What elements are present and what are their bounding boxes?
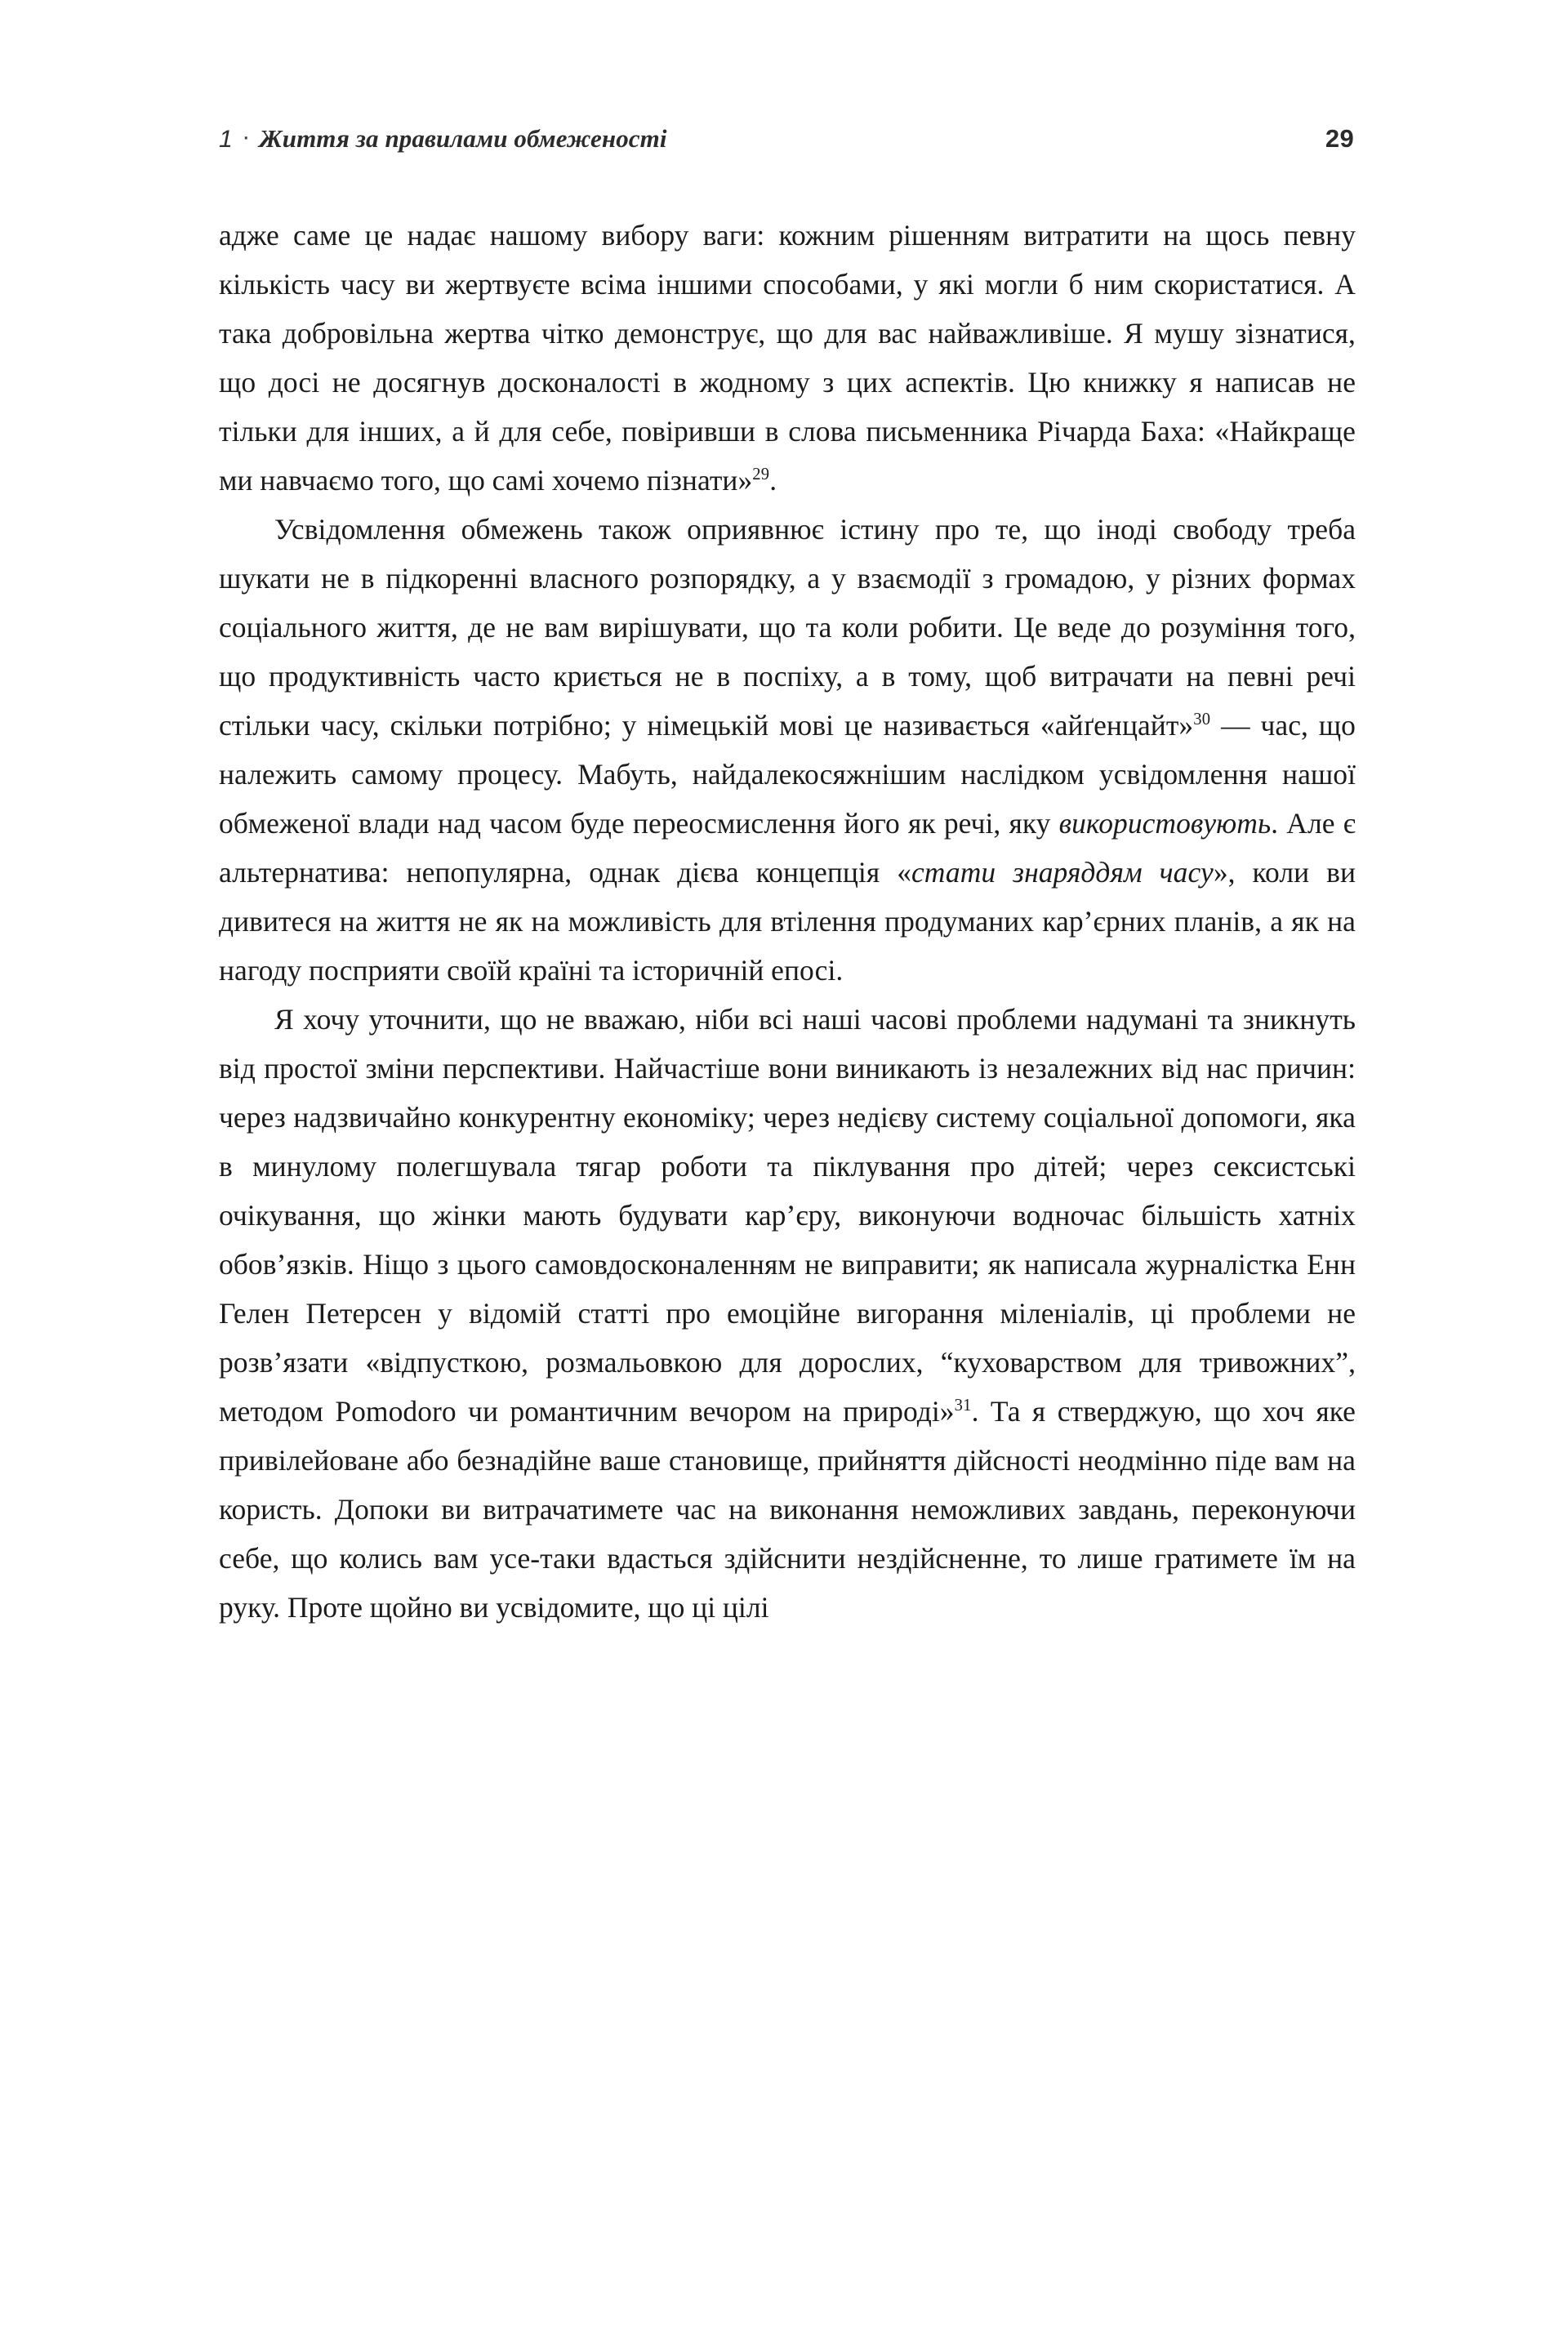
footnote-marker: 31 xyxy=(954,1397,972,1415)
running-head-left xyxy=(219,124,667,154)
emphasis-text: використовують xyxy=(1058,807,1272,840)
chapter-number: 1 xyxy=(219,126,234,153)
footnote-marker: 30 xyxy=(1193,711,1211,729)
footnote-marker: 29 xyxy=(752,466,770,484)
running-head-separator: · xyxy=(242,123,251,150)
chapter-title: Життя за правилами обмеженості xyxy=(259,124,667,153)
paragraph-para-2: Усвідомлення обмежень також оприявнює істину про те, що іноді свободу треба шукати не в підкоренні власного розпорядку, а у взаємодії з громадою, у різних формах соціального життя, де не вам вирішувати, що та коли робити. Це веде до розуміння того, що продуктивність часто криється не в поспіху, а в тому, щоб витрачати на певні речі стільки часу, скільки потрібно; у німецькій мові це називається «айґенцайт»$^{30}$ — час, що належить самому процесу. Мабуть, найдалекосяжнішим наслідком усвідомлення нашої обмеженої влади над часом буде переосмислення його як речі, яку використовують. Але є альтернатива: непопулярна, однак дієва концепція «стати знаряддям часу», коли ви дивитеся на життя не як на можливість для втілення продуманих кар’єрних планів, а як на нагоду посприяти своїй країні та історичній епосі. xyxy=(219,513,1356,987)
page-number: 29 xyxy=(1325,124,1354,153)
paragraph-para-1: адже саме це надає нашому вибору ваги: кожним рішенням витратити на щось певну кількість часу ви жертвуєте всіма іншими способами, у які могли б ним скористатися. А така добровільна жертва чітко демонструє, що для вас найважливіше. Я мушу зізнатися, що досі не досягнув досконалості в жодному з цих аспектів. Цю книжку я написав не тільки для інших, а й для себе, повіривши в слова письменника Річарда Баха: «Найкраще ми навчаємо того, що самі хочемо пізнати»$^{29}$. xyxy=(219,219,1356,497)
running-head xyxy=(219,124,1354,167)
emphasis-text: стати знаряддям часу xyxy=(911,856,1214,889)
body-text-block xyxy=(219,211,1356,1632)
paragraph-para-3: Я хочу уточнити, що не вважаю, ніби всі наші часові проблеми надумані та зникнуть від простої зміни перспективи. Найчастіше вони виникають із незалежних від нас причин: через надзвичайно конкурентну економіку; через недієву систему соціальної допомоги, яка в минулому полегшувала тягар роботи та піклування про дітей; через сексистські очікування, що жінки мають будувати кар’єру, виконуючи водночас більшість хатніх обов’язків. Ніщо з цього самовдосконаленням не виправити; як написала журналістка Енн Гелен Петерсен у відомій статті про емоційне вигорання міленіалів, ці проблеми не розв’язати «відпусткою, розмальовкою для дорослих, “куховарством для тривожних”, методом Pomodoro чи романтичним вечором на природі»$^{31}$. Та я стверджую, що хоч яке привілейоване або безнадійне ваше становище, прийняття дійсності неодмінно піде вам на користь. Допоки ви витрачатимете час на виконання неможливих завдань, переконуючи себе, що колись вам усе-таки вдасться здійснити нездійсненне, то лише гратимете їм на руку. Проте щойно ви усвідомите, що ці цілі xyxy=(219,1003,1356,1624)
